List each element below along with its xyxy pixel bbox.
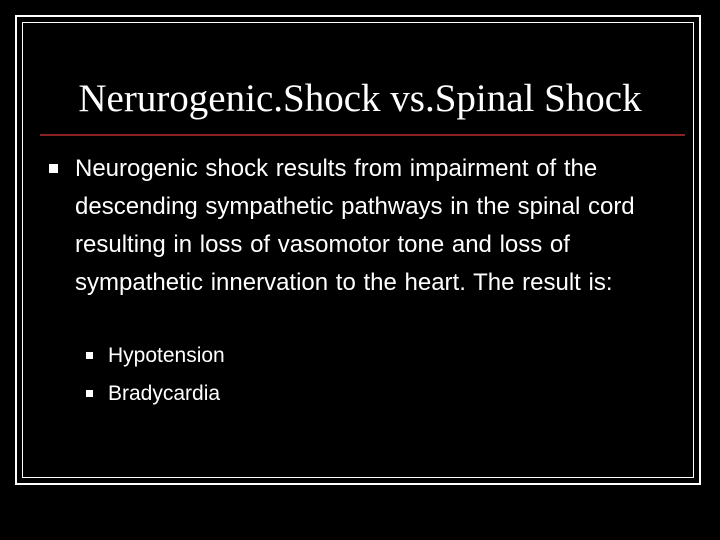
sub-bullet-label: Bradycardia bbox=[108, 382, 221, 405]
sub-bullet-item bbox=[86, 341, 386, 371]
square-bullet-icon bbox=[49, 164, 58, 173]
title-divider bbox=[40, 134, 685, 136]
slide-title: Nerurogenic.Shock vs.Spinal Shock bbox=[78, 77, 642, 120]
sub-bullet-label: Hypotension bbox=[108, 344, 225, 367]
sub-bullet-item bbox=[86, 379, 386, 409]
square-bullet-icon bbox=[86, 390, 93, 397]
main-bullet-text: Neurogenic shock results from impairment of the descending sympathetic pathways in the spinal cord resulting in loss of vasomotor tone and loss of sympathetic innervation to the heart. The result is: bbox=[75, 155, 635, 296]
square-bullet-icon bbox=[86, 352, 93, 359]
